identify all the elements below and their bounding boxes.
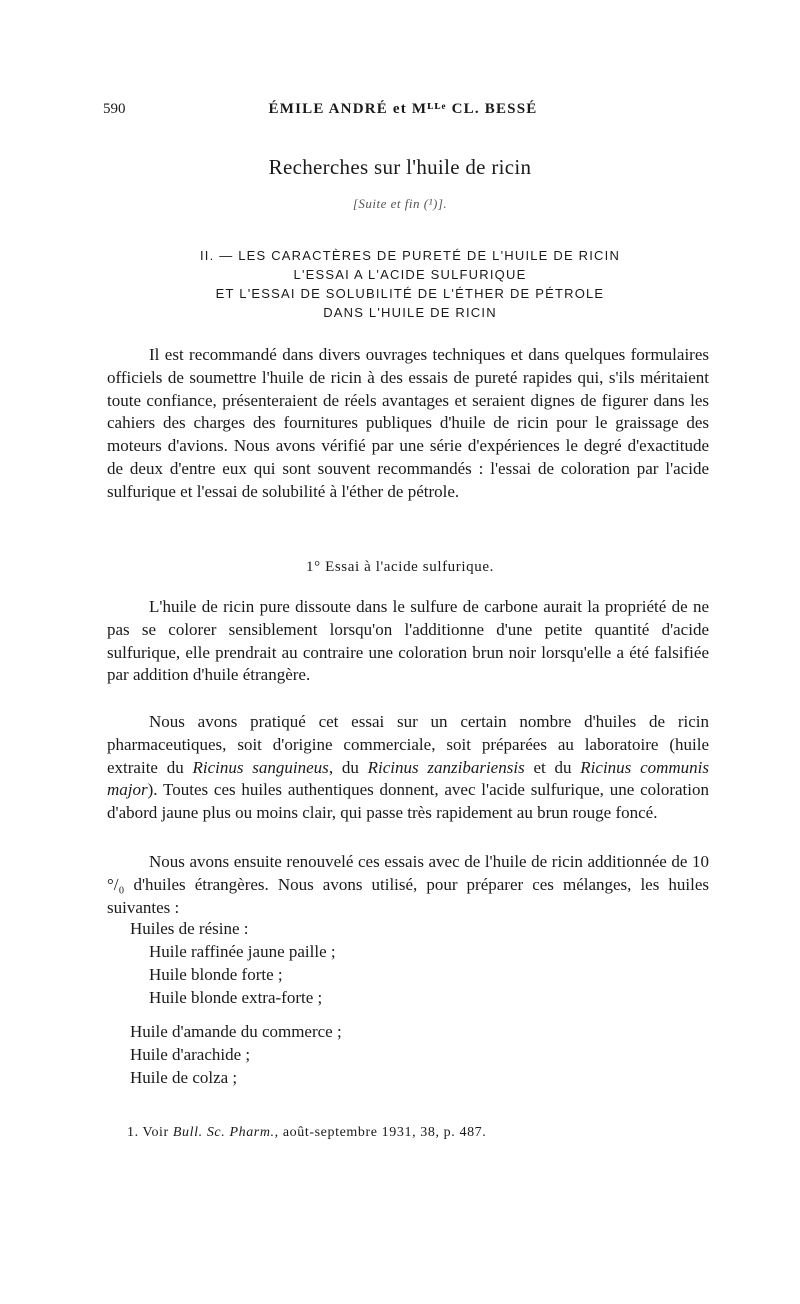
page-header (103, 101, 703, 123)
article-title: Recherches sur l'huile de ricin (268, 155, 532, 179)
paragraph-mixtures: Nous avons ensuite renouvelé ces essais avec de l'huile de ricin additionnée de 10 °/₀ d'huiles étrangères. Nous avons utilisé, pour préparer ces mélanges, les huiles suivantes : (107, 852, 709, 917)
section-heading-line: DANS L'HUILE DE RICIN (323, 305, 497, 320)
list-item: Huile d'arachide ; (130, 1045, 251, 1064)
text-span: ). Toutes ces huiles authentiques donnent, avec l'acide sulfurique, une coloration d'abord jaune plus ou moins clair, qui passe très rapidement au brun rouge foncé. (107, 780, 709, 823)
running-title: ÉMILE ANDRÉ et Mᴸᴸᵉ CL. BESSÉ (268, 101, 538, 117)
paragraph-principle: L'huile de ricin pure dissoute dans le sulfure de carbone aurait la propriété de ne pas se colorer sensiblement lorsqu'on l'additionne d'une petite quantité d'acide sulfurique, elle prendrait au contraire une coloration brun noir lorsqu'elle a été falsifiée par addition d'huile étrangère. (107, 597, 709, 685)
subsection-heading: 1° Essai à l'acide sulfurique. (306, 559, 494, 575)
text-span: , du (328, 757, 368, 777)
article-subtitle: [Suite et fin (¹)]. (352, 196, 448, 211)
list-item: Huile raffinée jaune paille ; (149, 942, 336, 961)
section-heading-line: ET L'ESSAI DE SOLUBILITÉ DE L'ÉTHER DE PÉTROLE (215, 286, 605, 301)
species-name: Ricinus communis major (107, 757, 710, 800)
text-span: et du (524, 757, 581, 777)
species-name: Ricinus zanzibariensis (367, 757, 525, 777)
list-item: Huile blonde forte ; (149, 965, 283, 984)
section-heading-line: L'ESSAI A L'ACIDE SULFURIQUE (293, 267, 527, 282)
footnote (127, 1125, 486, 1141)
section-heading (140, 246, 680, 322)
list-item: Huile d'amande du commerce ; (130, 1022, 342, 1041)
list-item: Huile de colza ; (130, 1068, 238, 1087)
text-span: , août-septembre 1931, 38, p. 487. (274, 1125, 487, 1140)
page-number: 590 (103, 101, 126, 117)
species-name: Ricinus sanguineus (192, 757, 329, 777)
section-heading-line: II. — LES CARACTÈRES DE PURETÉ DE L'HUILE DE RICIN (199, 248, 621, 263)
list-group-label: Huiles de résine : (130, 919, 249, 938)
journal-name: Bull. Sc. Pharm. (172, 1125, 275, 1140)
paragraph-intro: Il est recommandé dans divers ouvrages techniques et dans quelques formulaires officiels de soumettre l'huile de ricin à des essais de pureté rapides qui, s'ils méritaient toute confiance, présenteraient de réels avantages et seraient dignes de figurer dans les cahiers des charges des fournitures publiques d'huile de ricin pour le graissage des moteurs d'avions. Nous avons vérifié par une série d'expériences le degré d'exactitude de deux d'entre eux qui sont souvent recommandés : l'essai de coloration par l'acide sulfurique et l'essai de solubilité à l'éther de pétrole. (107, 345, 709, 501)
paragraph-experiments (107, 711, 709, 825)
text-span: Nous avons pratiqué cet essai sur un certain nombre d'huiles de ricin pharmaceutiques, soit d'origine commerciale, soit préparées au laboratoire (huile extraite du (107, 712, 709, 777)
list-item: Huile blonde extra-forte ; (149, 988, 323, 1007)
text-span: 1. Voir (127, 1125, 173, 1140)
